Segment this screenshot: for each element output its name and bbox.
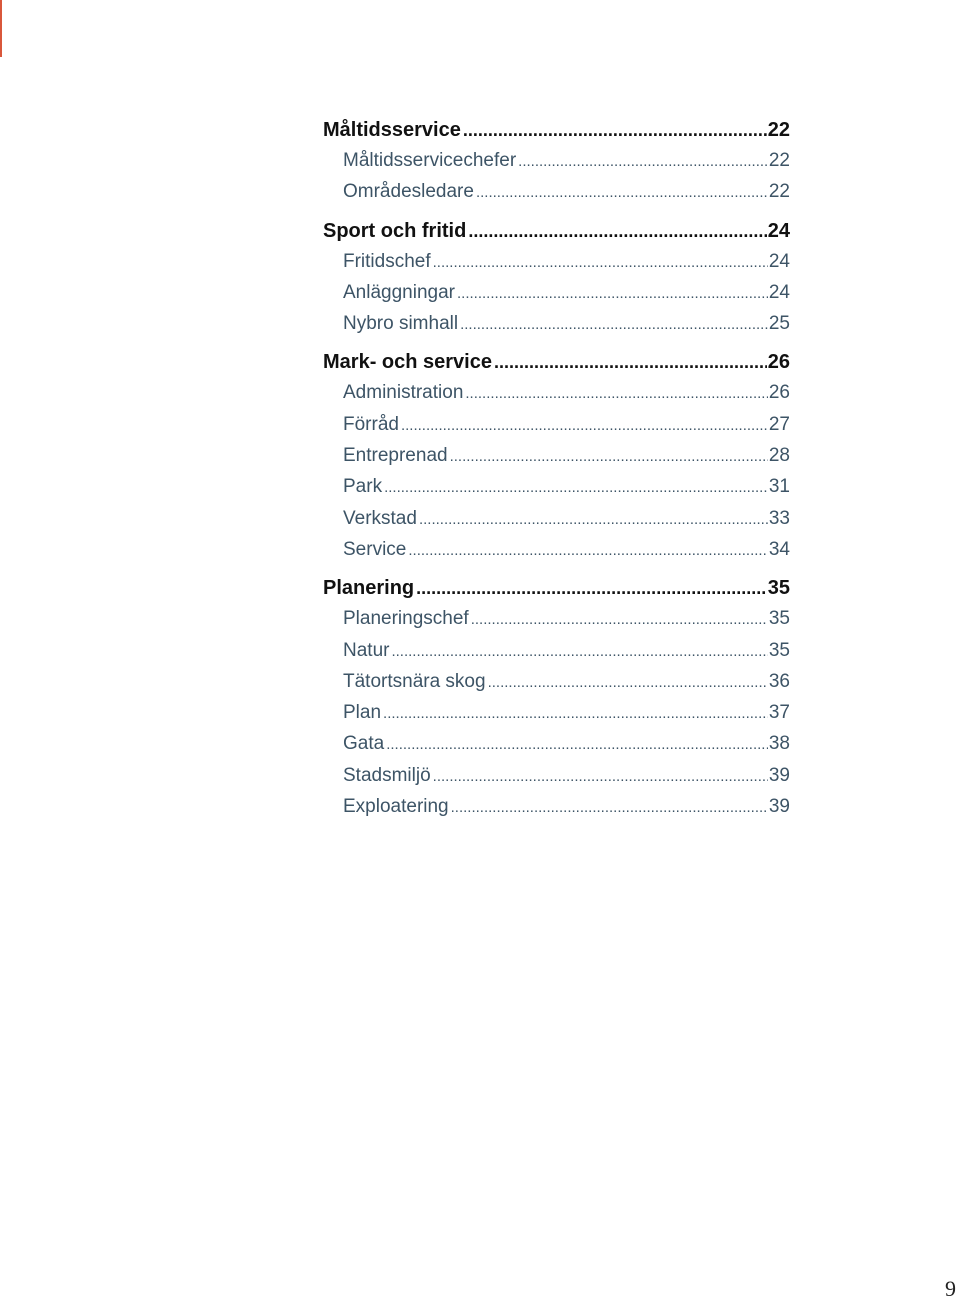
dot-leader [391, 635, 767, 666]
toc-entry-natur[interactable] [323, 635, 790, 666]
toc-entry-page: 22 [768, 181, 790, 203]
toc-entry-title: Planeringschef [343, 608, 469, 630]
toc-entry-anlaggningar[interactable] [323, 277, 790, 308]
toc-entry-title: Måltidsservice [323, 119, 461, 141]
toc-entry-omradesledare[interactable] [323, 176, 790, 207]
toc-entry-page: 22 [767, 119, 790, 141]
toc-entry-page: 26 [767, 351, 790, 374]
toc-entry-maltidsservicechefer[interactable] [323, 145, 790, 176]
toc-entry-title: Natur [343, 639, 390, 661]
toc-entry-park[interactable] [323, 471, 790, 502]
toc-entry-title: Planering [323, 577, 415, 600]
dot-leader [408, 534, 768, 565]
toc-entry-page: 34 [768, 538, 790, 560]
toc-entry-page: 36 [768, 670, 790, 692]
toc-entry-page: 25 [768, 313, 790, 335]
toc-entry-gata[interactable] [323, 728, 790, 759]
toc-entry-title: Nybro simhall [343, 313, 459, 335]
toc-entry-page: 39 [768, 764, 790, 786]
toc-entry-title: Stadsmiljö [343, 764, 431, 786]
toc-entry-title: Måltidsservicechefer [343, 150, 517, 171]
dot-leader [416, 573, 767, 603]
toc-entry-title: Verkstad [343, 507, 417, 529]
toc-entry-verkstad[interactable] [323, 503, 790, 534]
toc-entry-exploatering[interactable] [323, 791, 790, 822]
toc-entry-page: 24 [767, 219, 790, 242]
toc-entry-page: 35 [768, 639, 790, 661]
dot-leader [471, 603, 768, 634]
toc-entry-page: 27 [768, 413, 790, 435]
toc-entry-fritidschef[interactable] [323, 246, 790, 277]
toc-entry-title: Tätortsnära skog [343, 670, 486, 692]
corner-accent-mark [0, 0, 2, 57]
toc-entry-forrad[interactable] [323, 409, 790, 440]
toc-entry-title: Områdesledare [343, 181, 474, 203]
toc-entry-title: Park [343, 476, 383, 498]
dot-leader [465, 377, 767, 408]
toc-entry-page: 38 [768, 733, 790, 755]
toc-entry-page: 26 [768, 382, 790, 404]
toc-entry-nybro-simhall[interactable] [323, 308, 790, 339]
dot-leader [460, 308, 768, 339]
toc-entry-page: 22 [768, 150, 790, 171]
toc-section-sport-och-fritid[interactable] [323, 216, 790, 246]
toc-entry-administration[interactable] [323, 377, 790, 408]
dot-leader [451, 791, 768, 822]
toc-entry-title: Administration [343, 382, 464, 404]
toc-entry-page: 24 [768, 250, 790, 272]
dot-leader [476, 176, 768, 207]
dot-leader [419, 503, 768, 534]
toc-entry-page: 28 [768, 445, 790, 467]
toc-entry-page: 35 [768, 608, 790, 630]
dot-leader [386, 728, 768, 759]
dot-leader [401, 409, 768, 440]
toc-entry-title: Gata [343, 733, 385, 755]
toc-entry-title: Förråd [343, 413, 399, 435]
dot-leader [494, 347, 767, 377]
toc-entry-title: Exploatering [343, 796, 449, 818]
toc-entry-title: Mark- och service [323, 351, 492, 374]
toc-entry-stadsmiljo[interactable] [323, 760, 790, 791]
toc-entry-page: 24 [768, 281, 790, 303]
toc-entry-title: Plan [343, 702, 382, 724]
toc-entry-title: Entreprenad [343, 445, 448, 467]
toc-entry-service[interactable] [323, 534, 790, 565]
dot-leader [384, 471, 768, 502]
toc-section-mark-och-service[interactable] [323, 347, 790, 377]
toc-entry-page: 37 [768, 702, 790, 724]
dot-leader [450, 440, 768, 471]
toc-entry-plan[interactable] [323, 697, 790, 728]
dot-leader [433, 246, 768, 277]
toc-entry-page: 35 [767, 577, 790, 600]
toc-entry-tatortsnara-skog[interactable] [323, 666, 790, 697]
dot-leader [488, 666, 768, 697]
dot-leader [468, 216, 766, 246]
dot-leader [433, 760, 768, 791]
dot-leader [457, 277, 768, 308]
toc-entry-page: 31 [768, 476, 790, 498]
toc-entry-planeringschef[interactable] [323, 603, 790, 634]
toc-entry-title: Fritidschef [343, 250, 431, 272]
toc-entry-title: Sport och fritid [323, 219, 467, 242]
dot-leader [463, 115, 767, 145]
toc-entry-title: Service [343, 538, 407, 560]
toc-entry-title: Anläggningar [343, 281, 455, 303]
toc-entry-page: 33 [768, 507, 790, 529]
dot-leader [518, 145, 768, 176]
page-number: 9 [945, 1276, 956, 1301]
dot-leader [383, 697, 768, 728]
toc-entry-page: 39 [768, 796, 790, 818]
toc-section-maltidsservice[interactable] [323, 115, 790, 145]
toc-section-planering[interactable] [323, 573, 790, 603]
table-of-contents [323, 115, 790, 822]
toc-entry-entreprenad[interactable] [323, 440, 790, 471]
